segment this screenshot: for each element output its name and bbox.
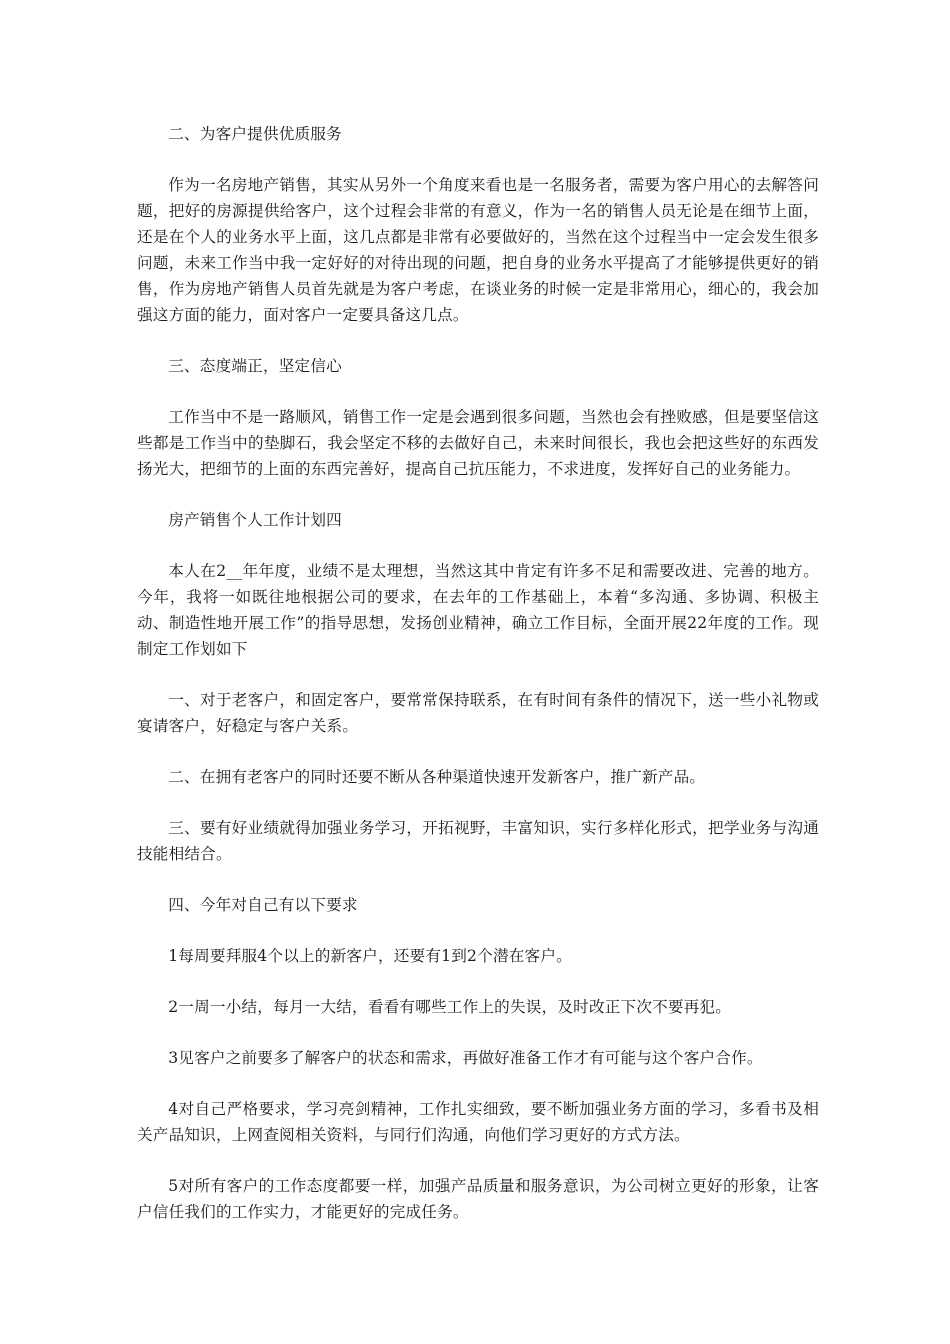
requirement-1: 1每周要拜服4个以上的新客户，还要有1到2个潜在客户。: [168, 947, 572, 965]
plan-item-2: 二、在拥有老客户的同时还要不断从各种渠道快速开发新客户，推广新产品。: [168, 768, 706, 786]
plan-title: 房产销售个人工作计划四: [168, 511, 342, 529]
requirement-5: 5对所有客户的工作态度都要一样，加强产品质量和服务意识，为公司树立更好的形象，让客户信任我们的工作实力，才能更好的完成任务。: [137, 1177, 819, 1221]
plan-item-1: 一、对于老客户，和固定客户，要常常保持联系，在有时间有条件的情况下，送一些小礼物或宴请客户，好稳定与客户关系。: [137, 691, 819, 735]
document-body: [137, 121, 819, 1250]
plan-item-4-heading: 四、今年对自己有以下要求: [168, 896, 358, 914]
paragraph-attitude: 工作当中不是一路顺风，销售工作一定是会遇到很多问题，当然也会有挫败感，但是要坚信这些都是工作当中的垫脚石，我会坚定不移的去做好自己，未来时间很长，我也会把这些好的东西发扬光大，把细节的上面的东西完善好，提高自己抗压能力，不求进度，发挥好自己的业务能力。: [137, 408, 819, 478]
requirement-2: 2一周一小结，每月一大结，看看有哪些工作上的失误，及时改正下次不要再犯。: [168, 998, 732, 1016]
paragraph-intro: 本人在2__年年度，业绩不是太理想，当然这其中肯定有许多不足和需要改进、完善的地方。今年，我将一如既往地根据公司的要求，在去年的工作基础上，本着“多沟通、多协调、积极主动、制造性地开展工作”的指导思想，发扬创业精神，确立工作目标，全面开展22年度的工作。现制定工作划如下: [137, 562, 819, 658]
plan-item-3: 三、要有好业绩就得加强业务学习，开拓视野，丰富知识，实行多样化形式，把学业务与沟通技能相结合。: [137, 819, 819, 863]
paragraph-service: 作为一名房地产销售，其实从另外一个角度来看也是一名服务者，需要为客户用心的去解答问题，把好的房源提供给客户，这个过程会非常的有意义，作为一名的销售人员无论是在细节上面，还是在个人的业务水平上面，这几点都是非常有必要做好的，当然在这个过程当中一定会发生很多问题，未来工作当中我一定好好的对待出现的问题，把自身的业务水平提高了才能够提供更好的销售，作为房地产销售人员首先就是为客户考虑，在谈业务的时候一定是非常用心，细心的，我会加强这方面的能力，面对客户一定要具备这几点。: [137, 176, 819, 324]
section-heading-service: 二、为客户提供优质服务: [168, 125, 342, 143]
requirement-3: 3见客户之前要多了解客户的状态和需求，再做好准备工作才有可能与这个客户合作。: [168, 1049, 763, 1067]
section-heading-attitude: 三、态度端正，坚定信心: [168, 357, 342, 375]
requirement-4: 4对自己严格要求，学习亮剑精神，工作扎实细致，要不断加强业务方面的学习，多看书及相关产品知识，上网查阅相关资料，与同行们沟通，向他们学习更好的方式方法。: [137, 1100, 819, 1144]
